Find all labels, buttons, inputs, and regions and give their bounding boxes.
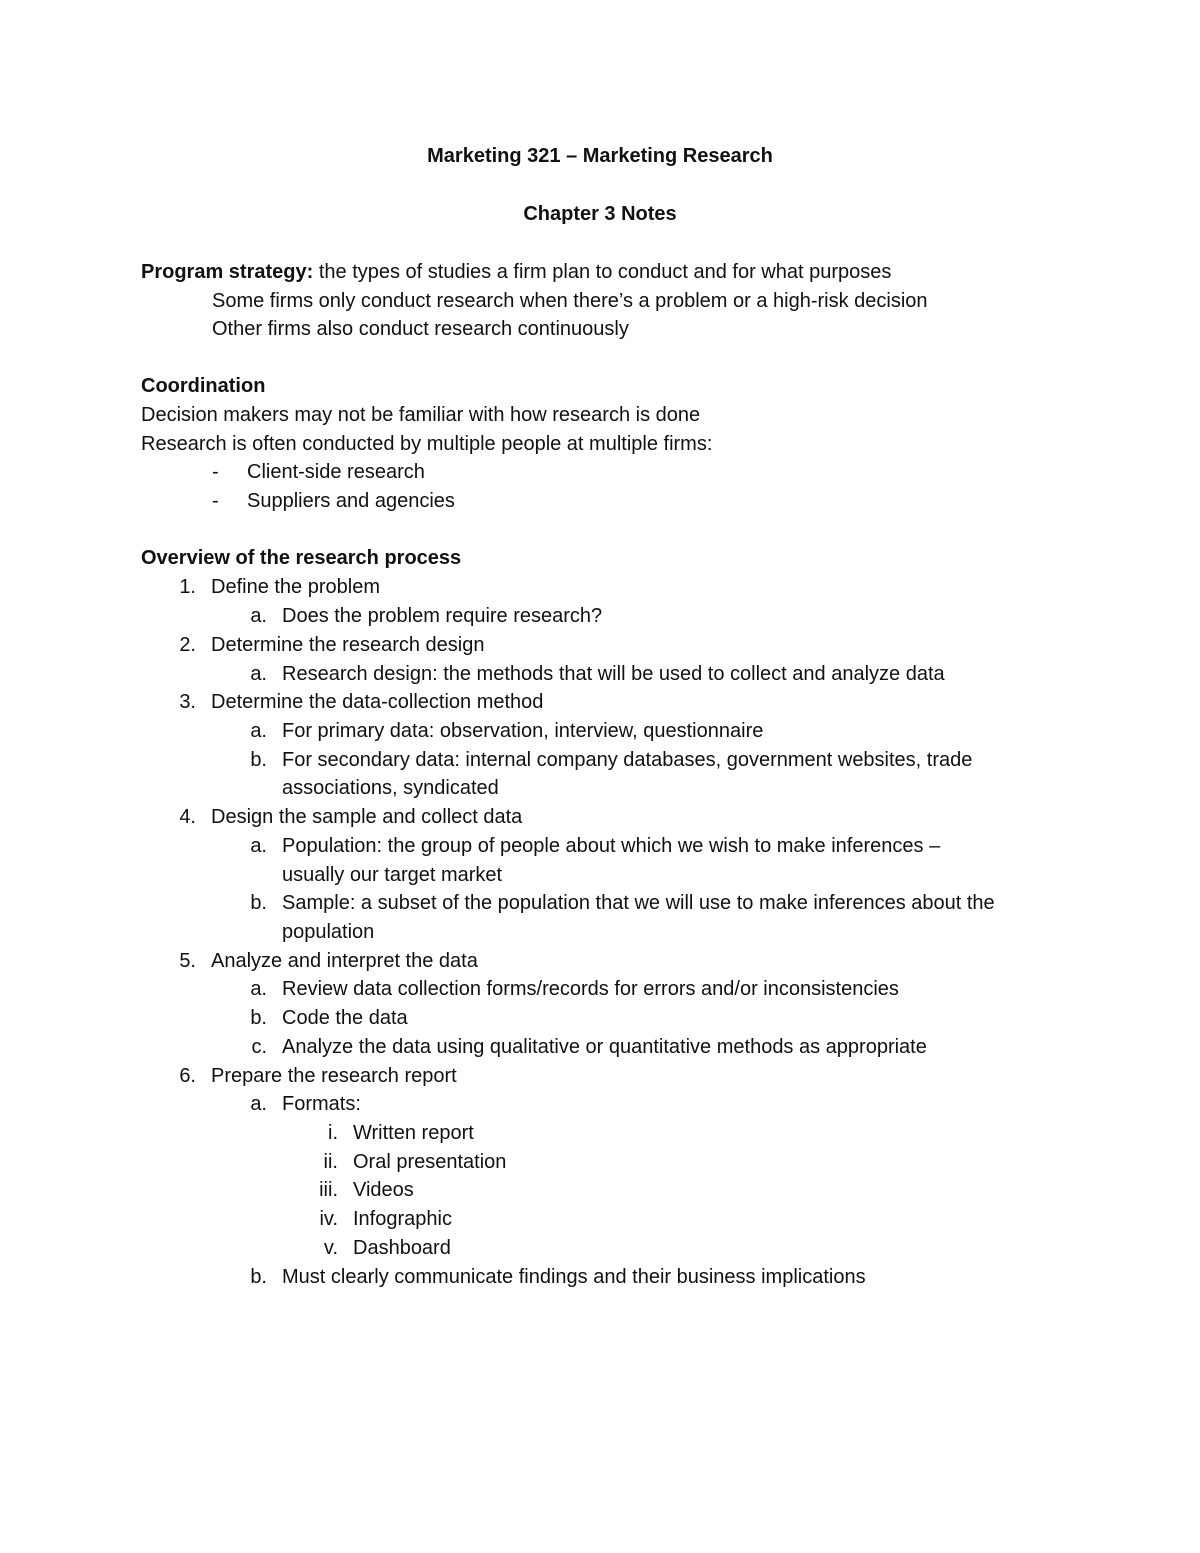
format-item: Infographic — [353, 1208, 452, 1230]
step-text: Define the problem — [211, 576, 380, 598]
coordination-bullet: Suppliers and agencies — [247, 490, 455, 512]
bullet-marker: - — [212, 490, 219, 512]
roman-mark: ii. — [323, 1151, 338, 1173]
sub-text: Review data collection forms/records for errors and/or inconsistencies — [282, 978, 899, 1000]
sub-text: Analyze the data using qualitative or quantitative methods as appropriate — [282, 1036, 927, 1058]
bullet-marker: - — [212, 461, 219, 483]
step-text: Prepare the research report — [211, 1065, 457, 1087]
sub-mark: b. — [250, 749, 267, 771]
step-text: Determine the data-collection method — [211, 691, 544, 713]
sub-mark: b. — [250, 1007, 267, 1029]
roman-mark: iii. — [319, 1179, 338, 1201]
program-strategy-note: Other firms also conduct research continuously — [212, 318, 629, 340]
format-item: Dashboard — [353, 1237, 451, 1259]
coordination-bullet: Client-side research — [247, 461, 425, 483]
sub-text: Must clearly communicate findings and their business implications — [282, 1266, 866, 1288]
overview-heading: Overview of the research process — [141, 547, 462, 569]
roman-mark: i. — [328, 1122, 338, 1144]
roman-mark: iv. — [319, 1208, 338, 1230]
coordination-line: Decision makers may not be familiar with how research is done — [141, 404, 701, 426]
program-strategy-note: Some firms only conduct research when there’s a problem or a high-risk decision — [212, 290, 928, 312]
step-text: Design the sample and collect data — [211, 806, 523, 828]
sub-text-continued: population — [282, 921, 375, 943]
sub-text: For primary data: observation, interview, questionnaire — [282, 720, 764, 742]
sub-text: Research design: the methods that will be used to collect and analyze data — [282, 663, 945, 685]
sub-mark: a. — [250, 1093, 267, 1115]
step-number: 3. — [179, 691, 196, 713]
sub-mark: a. — [250, 605, 267, 627]
sub-mark: c. — [251, 1036, 267, 1058]
roman-mark: v. — [323, 1237, 338, 1259]
coordination-line: Research is often conducted by multiple people at multiple firms: — [141, 433, 713, 455]
step-text: Determine the research design — [211, 634, 485, 656]
program-strategy-line — [141, 258, 891, 286]
sub-text: Sample: a subset of the population that we will use to make inferences about the — [282, 892, 995, 914]
sub-text-continued: associations, syndicated — [282, 777, 499, 799]
step-number: 4. — [179, 806, 196, 828]
step-number: 6. — [179, 1065, 196, 1087]
format-item: Videos — [353, 1179, 414, 1201]
program-strategy-definition: the types of studies a firm plan to conduct and for what purposes — [313, 261, 892, 283]
step-text: Analyze and interpret the data — [211, 950, 478, 972]
step-number: 2. — [179, 634, 196, 656]
sub-text-continued: usually our target market — [282, 864, 503, 886]
sub-text: Population: the group of people about which we wish to make inferences – — [282, 835, 941, 857]
sub-mark: b. — [250, 892, 267, 914]
sub-mark: a. — [250, 835, 267, 857]
format-item: Written report — [353, 1122, 474, 1144]
sub-mark: a. — [250, 978, 267, 1000]
sub-text: For secondary data: internal company databases, government websites, trade — [282, 749, 973, 771]
step-number: 1. — [179, 576, 196, 598]
step-number: 5. — [179, 950, 196, 972]
sub-text: Code the data — [282, 1007, 408, 1029]
sub-mark: b. — [250, 1266, 267, 1288]
format-item: Oral presentation — [353, 1151, 507, 1173]
document-title: Marketing 321 – Marketing Research — [427, 145, 773, 167]
sub-text: Does the problem require research? — [282, 605, 603, 627]
program-strategy-label: Program strategy: — [141, 261, 314, 283]
sub-mark: a. — [250, 663, 267, 685]
coordination-heading: Coordination — [141, 375, 266, 397]
sub-text: Formats: — [282, 1093, 361, 1115]
document-subtitle: Chapter 3 Notes — [523, 203, 677, 225]
sub-mark: a. — [250, 720, 267, 742]
